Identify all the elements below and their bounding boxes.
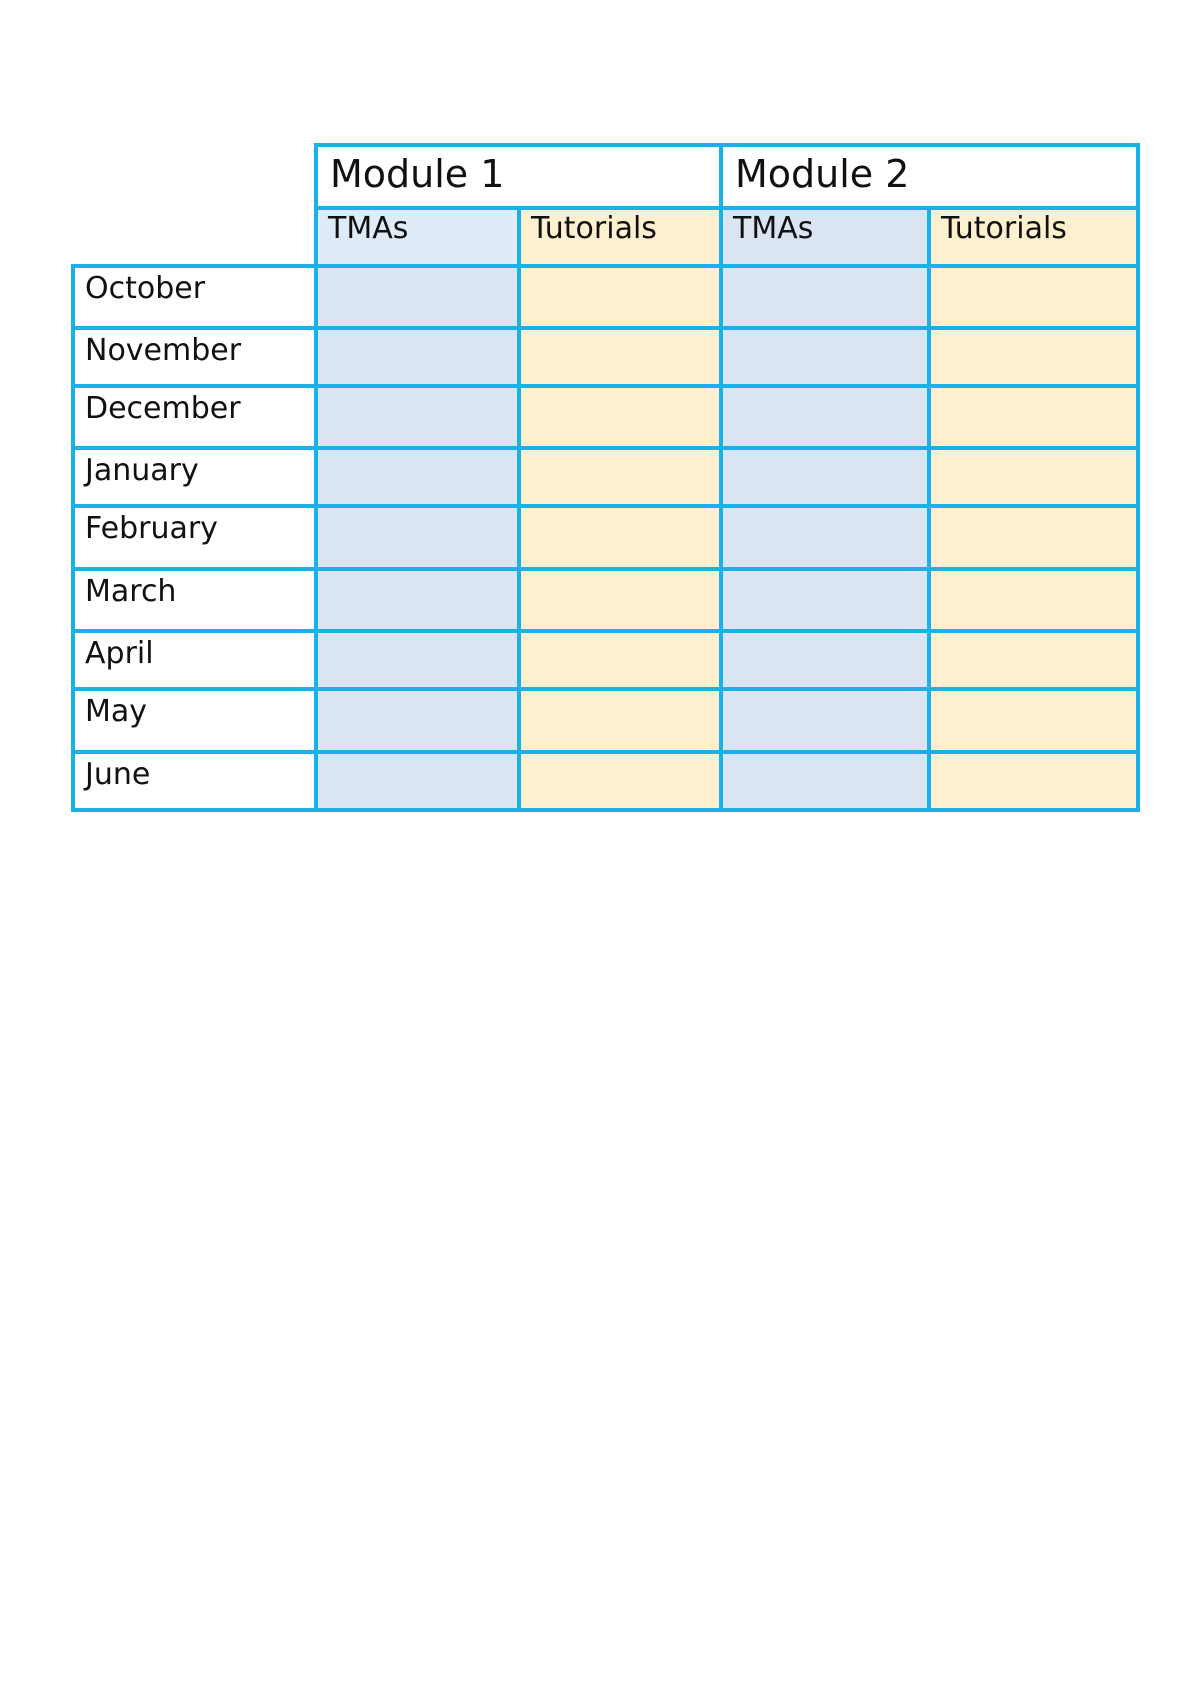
module-1-tutorials-cell[interactable] — [519, 448, 721, 506]
module-1-tmas-cell[interactable] — [316, 266, 519, 328]
module-1-tmas-header — [316, 208, 519, 266]
module-2-tutorials-cell[interactable] — [929, 506, 1138, 569]
module-1-header — [316, 145, 721, 208]
module-1-tutorials-cell[interactable] — [519, 569, 721, 631]
month-row — [73, 328, 1138, 386]
module-2-title: Module 2 — [735, 152, 910, 196]
month-label-cell — [73, 752, 316, 810]
month-label-cell — [73, 631, 316, 689]
month-label-cell — [73, 569, 316, 631]
module-1-tutorials-label: Tutorials — [531, 211, 657, 246]
module-2-tmas-cell[interactable] — [721, 448, 929, 506]
module-2-tutorials-cell[interactable] — [929, 448, 1138, 506]
month-row — [73, 448, 1138, 506]
module-1-tmas-cell[interactable] — [316, 386, 519, 448]
planner-grid — [71, 143, 1140, 812]
module-2-tmas-cell[interactable] — [721, 266, 929, 328]
module-2-header — [721, 145, 1138, 208]
month-row — [73, 266, 1138, 328]
month-row — [73, 752, 1138, 810]
module-1-tutorials-cell[interactable] — [519, 506, 721, 569]
month-label: June — [85, 757, 151, 792]
module-2-tutorials-cell[interactable] — [929, 386, 1138, 448]
month-label-cell — [73, 328, 316, 386]
module-2-tmas-cell[interactable] — [721, 752, 929, 810]
module-1-tmas-cell[interactable] — [316, 689, 519, 752]
month-label-cell — [73, 386, 316, 448]
month-label: December — [85, 391, 241, 426]
module-2-tmas-cell[interactable] — [721, 631, 929, 689]
module-1-tmas-cell[interactable] — [316, 506, 519, 569]
month-label: May — [85, 694, 148, 729]
column-header-row — [73, 208, 1138, 266]
module-2-tmas-label: TMAs — [733, 211, 814, 246]
module-2-tutorials-cell[interactable] — [929, 631, 1138, 689]
module-header-row — [73, 145, 1138, 208]
module-1-tutorials-cell[interactable] — [519, 386, 721, 448]
month-label-cell — [73, 689, 316, 752]
module-2-tutorials-cell[interactable] — [929, 752, 1138, 810]
month-label: November — [85, 333, 242, 368]
month-label: January — [85, 453, 199, 488]
month-label-cell — [73, 448, 316, 506]
module-1-title: Module 1 — [330, 152, 505, 196]
module-1-tmas-label: TMAs — [328, 211, 409, 246]
month-row — [73, 689, 1138, 752]
module-1-tutorials-cell[interactable] — [519, 752, 721, 810]
corner-blank — [73, 145, 316, 208]
module-1-tutorials-cell[interactable] — [519, 631, 721, 689]
month-label-cell — [73, 506, 316, 569]
module-1-tutorials-cell[interactable] — [519, 266, 721, 328]
month-row — [73, 569, 1138, 631]
module-2-tmas-cell[interactable] — [721, 569, 929, 631]
module-1-tutorials-header — [519, 208, 721, 266]
module-2-tutorials-label: Tutorials — [941, 211, 1067, 246]
planner-table — [71, 143, 1140, 812]
month-row — [73, 506, 1138, 569]
module-1-tmas-cell[interactable] — [316, 631, 519, 689]
month-label: October — [85, 271, 206, 306]
month-row — [73, 631, 1138, 689]
corner-blank-2 — [73, 208, 316, 266]
module-2-tutorials-cell[interactable] — [929, 266, 1138, 328]
module-1-tmas-cell[interactable] — [316, 752, 519, 810]
module-2-tmas-cell[interactable] — [721, 328, 929, 386]
module-2-tmas-cell[interactable] — [721, 689, 929, 752]
module-2-tutorials-header — [929, 208, 1138, 266]
module-2-tutorials-cell[interactable] — [929, 689, 1138, 752]
module-2-tmas-cell[interactable] — [721, 506, 929, 569]
module-1-tmas-cell[interactable] — [316, 448, 519, 506]
module-1-tutorials-cell[interactable] — [519, 689, 721, 752]
module-1-tmas-cell[interactable] — [316, 569, 519, 631]
month-label: February — [85, 511, 218, 546]
module-2-tutorials-cell[interactable] — [929, 569, 1138, 631]
module-1-tutorials-cell[interactable] — [519, 328, 721, 386]
module-1-tmas-cell[interactable] — [316, 328, 519, 386]
month-label: March — [85, 574, 177, 609]
module-2-tmas-cell[interactable] — [721, 386, 929, 448]
module-2-tutorials-cell[interactable] — [929, 328, 1138, 386]
month-label: April — [85, 636, 154, 671]
module-2-tmas-header — [721, 208, 929, 266]
month-row — [73, 386, 1138, 448]
month-label-cell — [73, 266, 316, 328]
